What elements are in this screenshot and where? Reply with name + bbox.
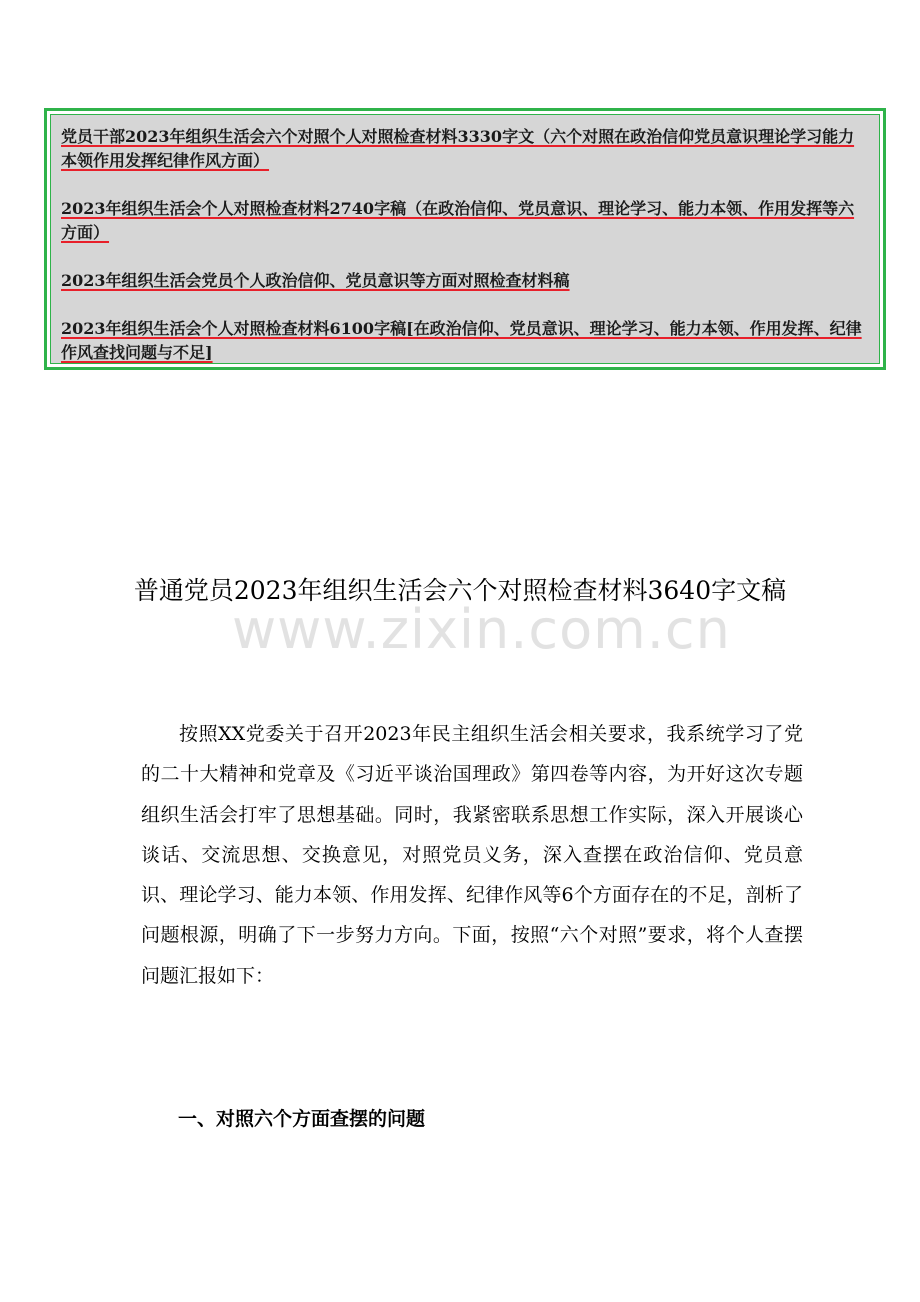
related-document-link-2[interactable]: 2023年组织生活会个人对照检查材料2740字稿（在政治信仰、党员意识、理论学习、能力本领、作用发挥等六方面） (61, 199, 855, 242)
related-document-link-3[interactable]: 2023年组织生活会党员个人政治信仰、党员意识等方面对照检查材料稿 (61, 271, 570, 290)
related-documents-list (50, 114, 880, 364)
related-document-link-1[interactable]: 党员干部2023年组织生活会六个对照个人对照检查材料3330字文（六个对照在政治信仰党员意识理论学习能力本领作用发挥纪律作风方面） (61, 127, 855, 170)
document-intro-paragraph: 按照XX党委关于召开2023年民主组织生活会相关要求，我系统学习了党的二十大精神和党章及《习近平谈治国理政》第四卷等内容，为开好这次专题组织生活会打牢了思想基础。同时，我紧密联系思想工作实际，深入开展谈心谈话、交流思想、交换意见，对照党员义务，深入查摆在政治信仰、党员意识、理论学习、能力本领、作用发挥、纪律作风等6个方面存在的不足，剖析了问题根源，明确了下一步努力方向。下面，按照“六个对照”要求，将个人查摆问题汇报如下： (141, 723, 803, 987)
related-document-link-4[interactable]: 2023年组织生活会个人对照检查材料6100字稿[在政治信仰、党员意识、理论学习、能力本领、作用发挥、纪律作风查找问题与不足] (61, 319, 862, 362)
document-title: 普通党员2023年组织生活会六个对照检查材料3640字文稿 (133, 576, 787, 605)
site-watermark: www.zixin.com.cn (232, 598, 731, 661)
related-documents-box (44, 108, 886, 370)
section-heading-1: 一、对照六个方面查摆的问题 (178, 1108, 426, 1130)
